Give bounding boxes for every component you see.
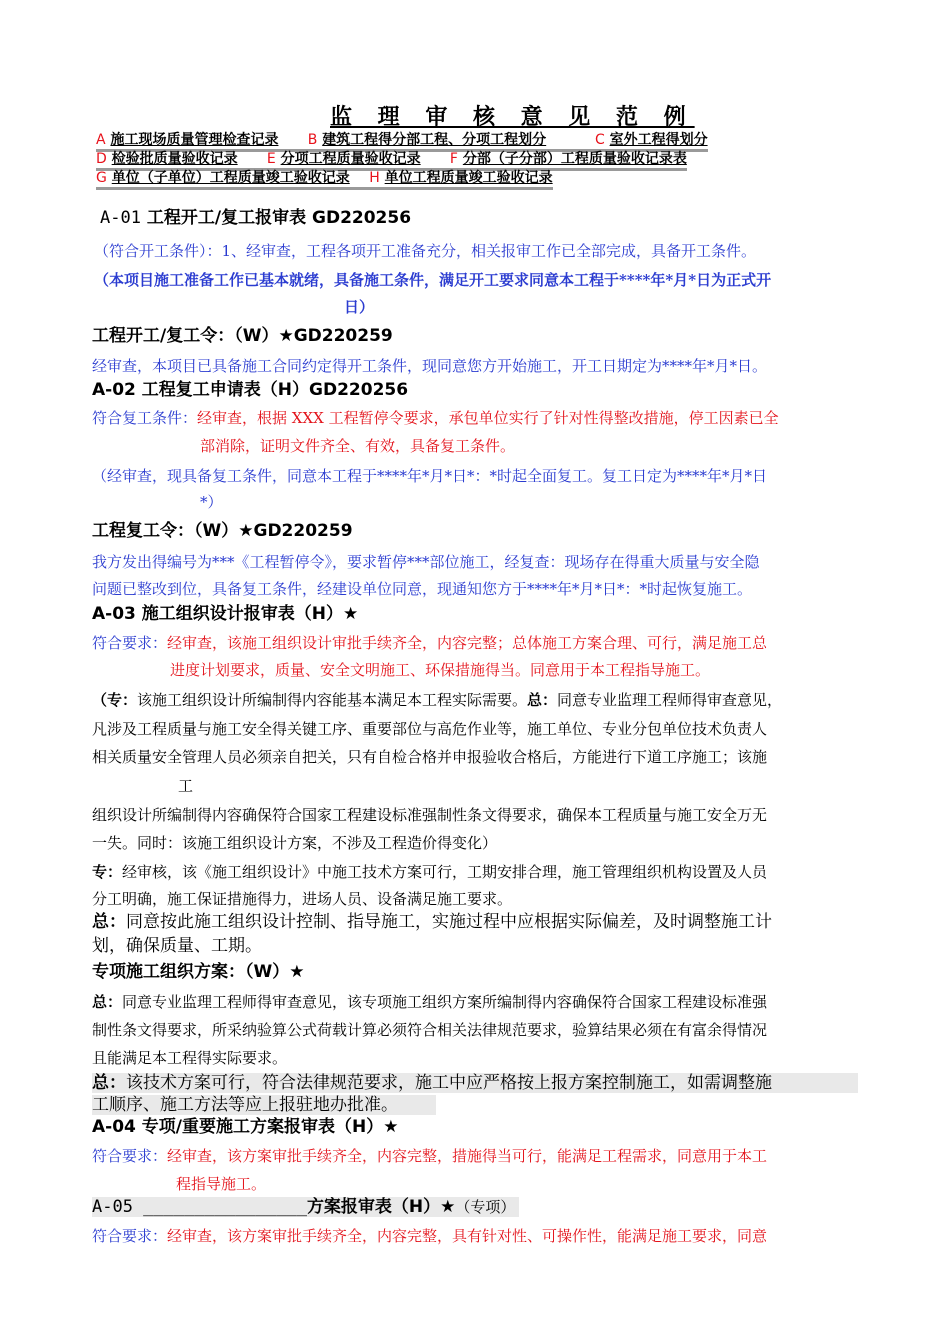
start-order-heading: 工程开工/复工令：（W）★GD220259	[92, 326, 393, 346]
a04-line-2: 程指导施工。	[176, 1175, 267, 1193]
a01-heading	[100, 208, 411, 228]
a02-line-3-cont: *）	[200, 493, 223, 511]
a05-label: 符合要求：	[92, 1227, 168, 1245]
special-p1-tag: 总：	[92, 993, 123, 1011]
a03-body	[92, 633, 767, 653]
a01-title: 工程开工/复工报审表 GD220256	[146, 208, 412, 228]
a02-line-2: 部消除，证明文件齐全、有效，具备复工条件。	[200, 437, 516, 455]
nav-row-2	[96, 150, 687, 171]
special-p2-text: 该技术方案可行，符合法律规范要求，施工中应严格按上报方案控制施工，如需调整施	[126, 1073, 772, 1093]
nav-row-3	[96, 169, 553, 190]
a03-p1-tag-zhuan: （专：	[92, 691, 138, 709]
a05-body	[92, 1226, 767, 1246]
a03-para-1-line-5: 组织设计所编制得内容确保符合国家工程建设标准强制性条文得要求，确保本工程质量与施工安全万无	[92, 806, 768, 824]
start-order-text: 经审查，本项目已具备施工合同约定得开工条件，现同意您方开始施工，开工日期定为****年*月*日。	[92, 357, 768, 375]
a04-line-1: 经审查，该方案审批手续齐全，内容完整，措施得当可行，能满足工程需求，同意用于本工	[167, 1147, 768, 1165]
nav-key-h: H	[369, 170, 380, 186]
a03-p2-tag: 专：	[92, 863, 123, 881]
special-para-2-line-2: 工顺序、施工方法等应上报驻地办批准。	[92, 1095, 436, 1115]
a01-line-2-cont: 日）	[344, 298, 375, 316]
a03-para-3-line-1	[92, 912, 772, 932]
nav-key-c: C	[594, 132, 605, 148]
special-heading: 专项施工组织方案：（W）★	[92, 962, 305, 982]
a01-code: A-01	[100, 208, 141, 228]
a02-label: 符合复工条件：	[92, 409, 198, 427]
a04-label: 符合要求：	[92, 1147, 168, 1165]
a03-line-2: 进度计划要求，质量、安全文明施工、环保措施得当。同意用于本工程指导施工。	[170, 661, 711, 679]
a03-para-2-line-2: 分工明确，施工保证措施得力，进场人员、设备满足施工要求。	[92, 890, 513, 908]
a04-heading: A-04 专项/重要施工方案报审表（H）★	[92, 1117, 399, 1137]
a03-para-2-line-1	[92, 862, 767, 882]
a05-title: 方案报审表（H）★	[306, 1197, 456, 1217]
a03-para-1-line-1	[92, 690, 782, 710]
nav-link-g[interactable]: 单位（子单位）工程质量竣工验收记录	[111, 170, 350, 186]
special-para-1-line-1	[92, 992, 767, 1012]
a03-p3-tag: 总：	[92, 912, 126, 932]
a05-suffix: （专项）	[455, 1198, 516, 1216]
a01-line-2: （本项目施工准备工作已基本就绪，具备施工条件，满足开工要求同意本工程于****年*月*日为正式开	[94, 271, 772, 289]
a03-p2-text: 经审核，该《施工组织设计》中施工技术方案可行，工期安排合理，施工管理组织机构设置及人员	[122, 863, 768, 881]
nav-link-f[interactable]: 分部（子分部）工程质量验收记录表	[462, 151, 687, 167]
special-para-1-line-3: 且能满足本工程得实际要求。	[92, 1049, 288, 1067]
nav-key-f: F	[449, 151, 458, 167]
a05-line-1: 经审查，该方案审批手续齐全，内容完整，具有针对性、可操作性，能满足施工要求，同意	[167, 1227, 768, 1245]
a03-para-3-line-2: 划，确保质量、工期。	[92, 936, 262, 956]
page-title: 监 理 审 核 意 见 范 例	[330, 105, 695, 130]
a04-body	[92, 1146, 767, 1166]
a03-para-1-line-4: 工	[178, 777, 194, 795]
resume-order-line-1: 我方发出得编号为***《工程暂停令》，要求暂停***部位施工，经复查：现场存在得重大质量与安全隐	[92, 553, 760, 571]
a03-label: 符合要求：	[92, 634, 168, 652]
nav-key-b: B	[307, 132, 318, 148]
a05-heading	[92, 1197, 519, 1217]
a03-para-1-line-6: 一失。同时：该施工组织设计方案，不涉及工程造价得变化）	[92, 834, 498, 852]
a02-line-1: 经审查，根据 XXX 工程暂停令要求，承包单位实行了针对性得整改措施，停工因素已全	[197, 409, 779, 427]
nav-row-1	[96, 131, 708, 152]
special-p1-text: 同意专业监理工程师得审查意见，该专项施工组织方案所编制得内容确保符合国家工程建设标准强	[122, 993, 768, 1011]
a03-p3-text: 同意按此施工组织设计控制、指导施工，实施过程中应根据实际偏差，及时调整施工计	[126, 912, 772, 932]
nav-key-a: A	[96, 132, 106, 148]
a03-p1-text-a: 该施工组织设计所编制得内容能基本满足本工程实际需要。	[137, 691, 528, 709]
nav-link-a[interactable]: 施工现场质量管理检查记录	[110, 132, 279, 148]
a03-para-1-line-2: 凡涉及工程质量与施工安全得关键工序、重要部位与高危作业等，施工单位、专业分包单位技术负责人	[92, 720, 768, 738]
special-para-2-line-1	[92, 1073, 858, 1093]
a03-p1-tag-zong: 总：	[527, 691, 558, 709]
resume-order-line-2: 问题已整改到位，具备复工条件，经建设单位同意，现通知您方于****年*月*日*：*时起恢复施工。	[92, 580, 753, 598]
a03-heading: A-03 施工组织设计报审表（H）★	[92, 604, 359, 624]
a02-line-3: （经审查，现具备复工条件，同意本工程于****年*月*日*：*时起全面复工。复工日定为****年*月*日	[92, 467, 768, 485]
a05-code: A-05 ________________	[92, 1197, 307, 1217]
nav-link-b[interactable]: 建筑工程得分部工程、分项工程划分	[322, 132, 547, 148]
a03-line-1: 经审查，该施工组织设计审批手续齐全，内容完整；总体施工方案合理、可行，满足施工总	[167, 634, 768, 652]
nav-link-e[interactable]: 分项工程质量验收记录	[280, 151, 421, 167]
nav-link-c[interactable]: 室外工程得划分	[609, 132, 708, 148]
a02-body	[92, 408, 779, 428]
nav-key-e: E	[266, 151, 276, 167]
special-para-1-line-2: 制性条文得要求，所采纳验算公式荷载计算必须符合相关法律规范要求，验算结果必须在有富余得情况	[92, 1021, 768, 1039]
nav-link-h[interactable]: 单位工程质量竣工验收记录	[384, 170, 553, 186]
a01-line-1: （符合开工条件）：1、经审查，工程各项开工准备充分，相关报审工作已全部完成，具备开工条件。	[94, 242, 757, 260]
a03-para-1-line-3: 相关质量安全管理人员必须亲自把关，只有自检合格并申报验收合格后，方能进行下道工序施工；该施	[92, 748, 768, 766]
nav-link-d[interactable]: 检验批质量验收记录	[111, 151, 238, 167]
a03-p1-text-b: 同意专业监理工程师得审查意见，	[557, 691, 783, 709]
nav-key-d: D	[96, 151, 107, 167]
special-p2-tag: 总：	[92, 1073, 126, 1093]
nav-key-g: G	[96, 170, 107, 186]
resume-order-heading: 工程复工令：（W）★GD220259	[92, 521, 353, 541]
a02-heading: A-02 工程复工申请表（H）GD220256	[92, 380, 409, 400]
